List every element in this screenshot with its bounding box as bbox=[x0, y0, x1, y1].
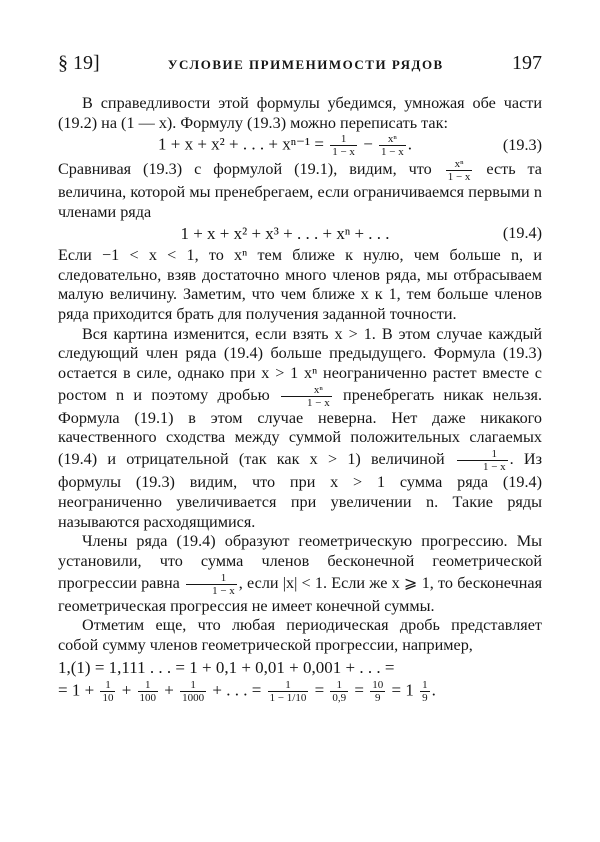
fraction-denominator: 1 − x bbox=[482, 461, 506, 474]
fraction-numerator: xⁿ bbox=[446, 158, 473, 171]
fraction-denominator: 1 − x bbox=[447, 171, 471, 184]
equation-periodic-line-1: 1,(1) = 1,111 . . . = 1 + 0,1 + 0,01 + 0,001 + . . . = bbox=[58, 657, 395, 677]
fraction-denominator: 1 − x bbox=[332, 146, 355, 159]
fraction-denominator: 9 bbox=[422, 692, 428, 705]
page-body bbox=[58, 94, 542, 706]
fraction-numerator: 1 bbox=[186, 572, 237, 585]
equals-sign: = bbox=[314, 680, 325, 700]
period: . bbox=[407, 134, 412, 154]
fraction-numerator: 1 bbox=[330, 679, 348, 692]
equals-sign: = bbox=[354, 680, 365, 700]
fraction-denominator: 0,9 bbox=[332, 692, 347, 705]
fraction bbox=[330, 679, 348, 704]
paragraph-4 bbox=[58, 325, 542, 533]
fraction bbox=[330, 133, 357, 158]
plus-sign: + bbox=[164, 680, 174, 700]
page-number: 197 bbox=[511, 52, 542, 74]
equation-periodic-line-2 bbox=[58, 679, 542, 704]
paragraph-2-part-b: есть та величина, которой мы пренебрегаем, если ограничиваемся первыми n членами ряда bbox=[58, 160, 542, 222]
fraction-numerator: 1 bbox=[100, 679, 115, 692]
fraction bbox=[138, 679, 159, 704]
equation-19-4-tag: (19.4) bbox=[502, 224, 542, 243]
fraction bbox=[268, 679, 309, 704]
fraction bbox=[420, 679, 430, 704]
running-header bbox=[58, 52, 542, 76]
running-title: УСЛОВИЕ ПРИМЕНИМОСТИ РЯДОВ bbox=[167, 57, 444, 72]
paragraph-4-part-b: пренебрегать никак нельзя. Формула (19.1) в этом случае неверна. Нет даже никакого качественного сходства между суммой положительных слагаемых (19.4) и отрицательной (так как x > 1) величиной bbox=[58, 385, 543, 469]
fraction bbox=[457, 448, 508, 473]
fraction-numerator: 1 bbox=[422, 679, 428, 692]
period: . bbox=[431, 680, 436, 700]
fraction bbox=[100, 679, 115, 704]
equation-text: + . . . = bbox=[212, 680, 262, 700]
paragraph-6: Отметим еще, что любая периодическая дробь представляет собой сумму членов геометрической прогрессии, например, bbox=[58, 616, 542, 655]
fraction bbox=[186, 572, 237, 597]
paragraph-5 bbox=[58, 532, 542, 616]
equation-19-3-expression bbox=[58, 133, 472, 158]
fraction-denominator: 1 − 1/10 bbox=[269, 692, 307, 705]
fraction-denominator: 10 bbox=[102, 692, 114, 705]
fraction-numerator: xⁿ bbox=[379, 133, 406, 146]
equation-text: = 1 + bbox=[58, 680, 95, 700]
fraction bbox=[379, 133, 406, 158]
equation-19-3-lhs: 1 + x + x² + . . . + xⁿ⁻¹ = bbox=[158, 134, 324, 154]
paragraph-5-part-a: Члены ряда (19.4) образуют геометрическую прогрессию. Мы установили, что сумма членов бесконечной геометрической прогрессии равна bbox=[58, 532, 542, 592]
minus-sign: − bbox=[363, 134, 373, 154]
fraction bbox=[180, 679, 206, 704]
fraction-numerator: 10 bbox=[372, 679, 384, 692]
paragraph-4-part-c: . Из формулы (19.3) видим, что при x > 1 сумма ряда (19.4) неограниченно увеличивается при увеличении n. Такие ряды называются расходящимися. bbox=[58, 450, 542, 531]
equation-19-3-tag: (19.3) bbox=[502, 136, 542, 155]
paragraph-4-part-a: Вся картина изменится, если взять x > 1. В этом случае каждый следующий член ряда (19.4) больше предыдущего. Формула (19.3) остается в силе, однако при x > 1 xⁿ неограниченно растет вместе с ростом n и поэтому дробью bbox=[58, 324, 542, 404]
fraction bbox=[446, 158, 473, 183]
fraction-numerator: 1 bbox=[330, 133, 357, 146]
fraction-denominator: 1 − x bbox=[381, 146, 404, 159]
fraction bbox=[281, 384, 332, 409]
paragraph-1: В справедливости этой формулы убедимся, умножая обе части (19.2) на (1 — x). Формулу (19.3) можно переписать так: bbox=[58, 94, 542, 132]
equation-19-4 bbox=[58, 223, 542, 246]
section-number: § 19] bbox=[58, 52, 100, 74]
fraction-numerator: 1 bbox=[268, 679, 309, 692]
equation-text: = 1 bbox=[391, 680, 414, 700]
equation-19-3 bbox=[58, 133, 542, 158]
paragraph-2-part-a: Сравнивая (19.3) с формулой (19.1), видим, что bbox=[58, 160, 432, 179]
fraction-numerator: xⁿ bbox=[281, 384, 332, 397]
fraction-denominator: 9 bbox=[375, 692, 381, 705]
fraction-numerator: 1 bbox=[138, 679, 159, 692]
fraction-denominator: 1 − x bbox=[212, 584, 235, 597]
plus-sign: + bbox=[121, 680, 132, 700]
fraction-denominator: 1000 bbox=[182, 692, 205, 705]
equation-19-4-expression: 1 + x + x² + x³ + . . . + xⁿ + . . . bbox=[180, 224, 390, 244]
fraction-denominator: 1 − x bbox=[307, 396, 330, 409]
fraction-numerator: 1 bbox=[180, 679, 206, 692]
fraction bbox=[370, 679, 385, 704]
paragraph-2 bbox=[58, 158, 542, 222]
fraction-denominator: 100 bbox=[139, 692, 157, 705]
paragraph-3: Если −1 < x < 1, то xⁿ тем ближе к нулю, чем больше n, и следовательно, взяв достаточно много членов ряда, мы отбрасываем малую величину. Заметим, что чем ближе x к 1, тем больше членов ряда приходится брать для получения заданной точности. bbox=[58, 245, 542, 323]
paragraph-5-part-b: , если |x| < 1. Если же x ⩾ 1, то бесконечная геометрическая прогрессия не имеет конечной суммы. bbox=[58, 573, 543, 615]
fraction-numerator: 1 bbox=[457, 448, 508, 461]
